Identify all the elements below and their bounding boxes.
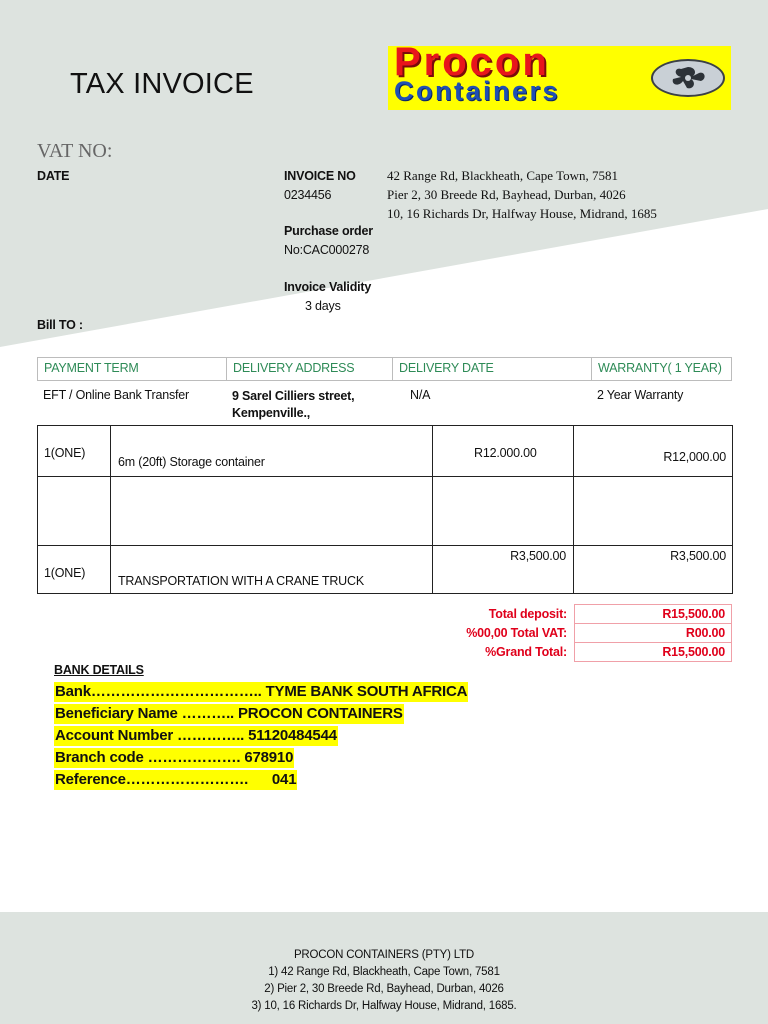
purchase-order-number: No:CAC000278 [284,243,370,257]
column-divider [432,426,433,593]
delivery-date: N/A [410,388,431,402]
delivery-address-line: Kempenville., [232,406,310,420]
warranty: 2 Year Warranty [597,388,684,402]
delivery-address-line: 9 Sarel Cilliers street, [232,389,355,403]
reference-line: Reference……………………. 041 [55,771,297,788]
total-deposit-value: R15,500.00 [575,605,731,624]
address-line: Pier 2, 30 Breede Rd, Bayhead, Durban, 4026 [387,187,626,202]
items-table [37,425,733,594]
grand-total-label: %Grand Total: [485,645,567,659]
total-deposit-label: Total deposit: [488,607,567,621]
item-amount: R3,500.00 [670,549,726,563]
purchase-order-label: Purchase order [284,224,373,238]
item-unit-price: R3,500.00 [510,549,566,563]
account-number-line: Account Number ………….. 51120484544 [55,727,337,744]
invoice-number-label: INVOICE NO [284,169,356,183]
company-addresses [387,166,657,223]
header-payment-term: PAYMENT TERM [38,358,227,380]
item-amount: R12,000.00 [663,450,726,464]
container-emblem-icon [651,59,725,97]
item-qty: 1(ONE) [44,446,86,460]
payment-term: EFT / Online Bank Transfer [43,388,190,402]
bill-to-label: Bill TO : [37,318,83,332]
footer [0,947,768,1015]
logo-line-2: Containers [394,76,561,106]
item-unit-price: R12.000.00 [474,446,537,460]
header-delivery-address: DELIVERY ADDRESS [227,358,393,380]
column-divider [573,426,574,593]
column-divider [110,426,111,593]
terms-header-row [37,357,732,381]
item-qty: 1(ONE) [44,566,86,580]
bank-name-line: Bank…………………………….. TYME BANK SOUTH AFRICA [55,683,468,700]
bank-details-title: BANK DETAILS [54,663,144,677]
branch-code-line: Branch code ………………. 678910 [55,749,294,766]
footer-address-line: 3) 10, 16 Richards Dr, Halfway House, Midrand, 1685. [251,1000,517,1012]
address-line: 42 Range Rd, Blackheath, Cape Town, 7581 [387,168,619,183]
header-delivery-date: DELIVERY DATE [393,358,592,380]
row-divider [38,545,732,546]
page-title: TAX INVOICE [70,68,254,100]
delivery-address [232,388,354,422]
beneficiary-line: Beneficiary Name ……….. PROCON CONTAINERS [55,705,403,722]
totals-box [574,604,732,662]
invoice-number: 0234456 [284,188,332,202]
grand-total-value: R15,500.00 [662,645,725,659]
item-description: TRANSPORTATION WITH A CRANE TRUCK [118,574,364,588]
invoice-validity-value: 3 days [305,299,341,313]
footer-company: PROCON CONTAINERS (PTY) LTD [293,949,475,961]
item-description: 6m (20ft) Storage container [118,455,265,469]
header-warranty: WARRANTY( 1 YEAR) [598,361,722,375]
date-label: DATE [37,169,70,183]
row-divider [38,476,732,477]
total-vat-label: %00,00 Total VAT: [466,626,567,640]
invoice-validity-label: Invoice Validity [284,280,372,294]
company-logo [388,46,731,110]
footer-address-line: 2) Pier 2, 30 Breede Rd, Bayhead, Durban, 4026 [264,983,504,995]
address-line: 10, 16 Richards Dr, Halfway House, Midrand, 1685 [387,206,657,221]
total-vat-value: R00.00 [575,624,731,643]
footer-address-line: 1) 42 Range Rd, Blackheath, Cape Town, 7581 [268,966,500,978]
logo-line-1: Procon [394,46,550,84]
vat-label: VAT NO: [37,140,113,162]
